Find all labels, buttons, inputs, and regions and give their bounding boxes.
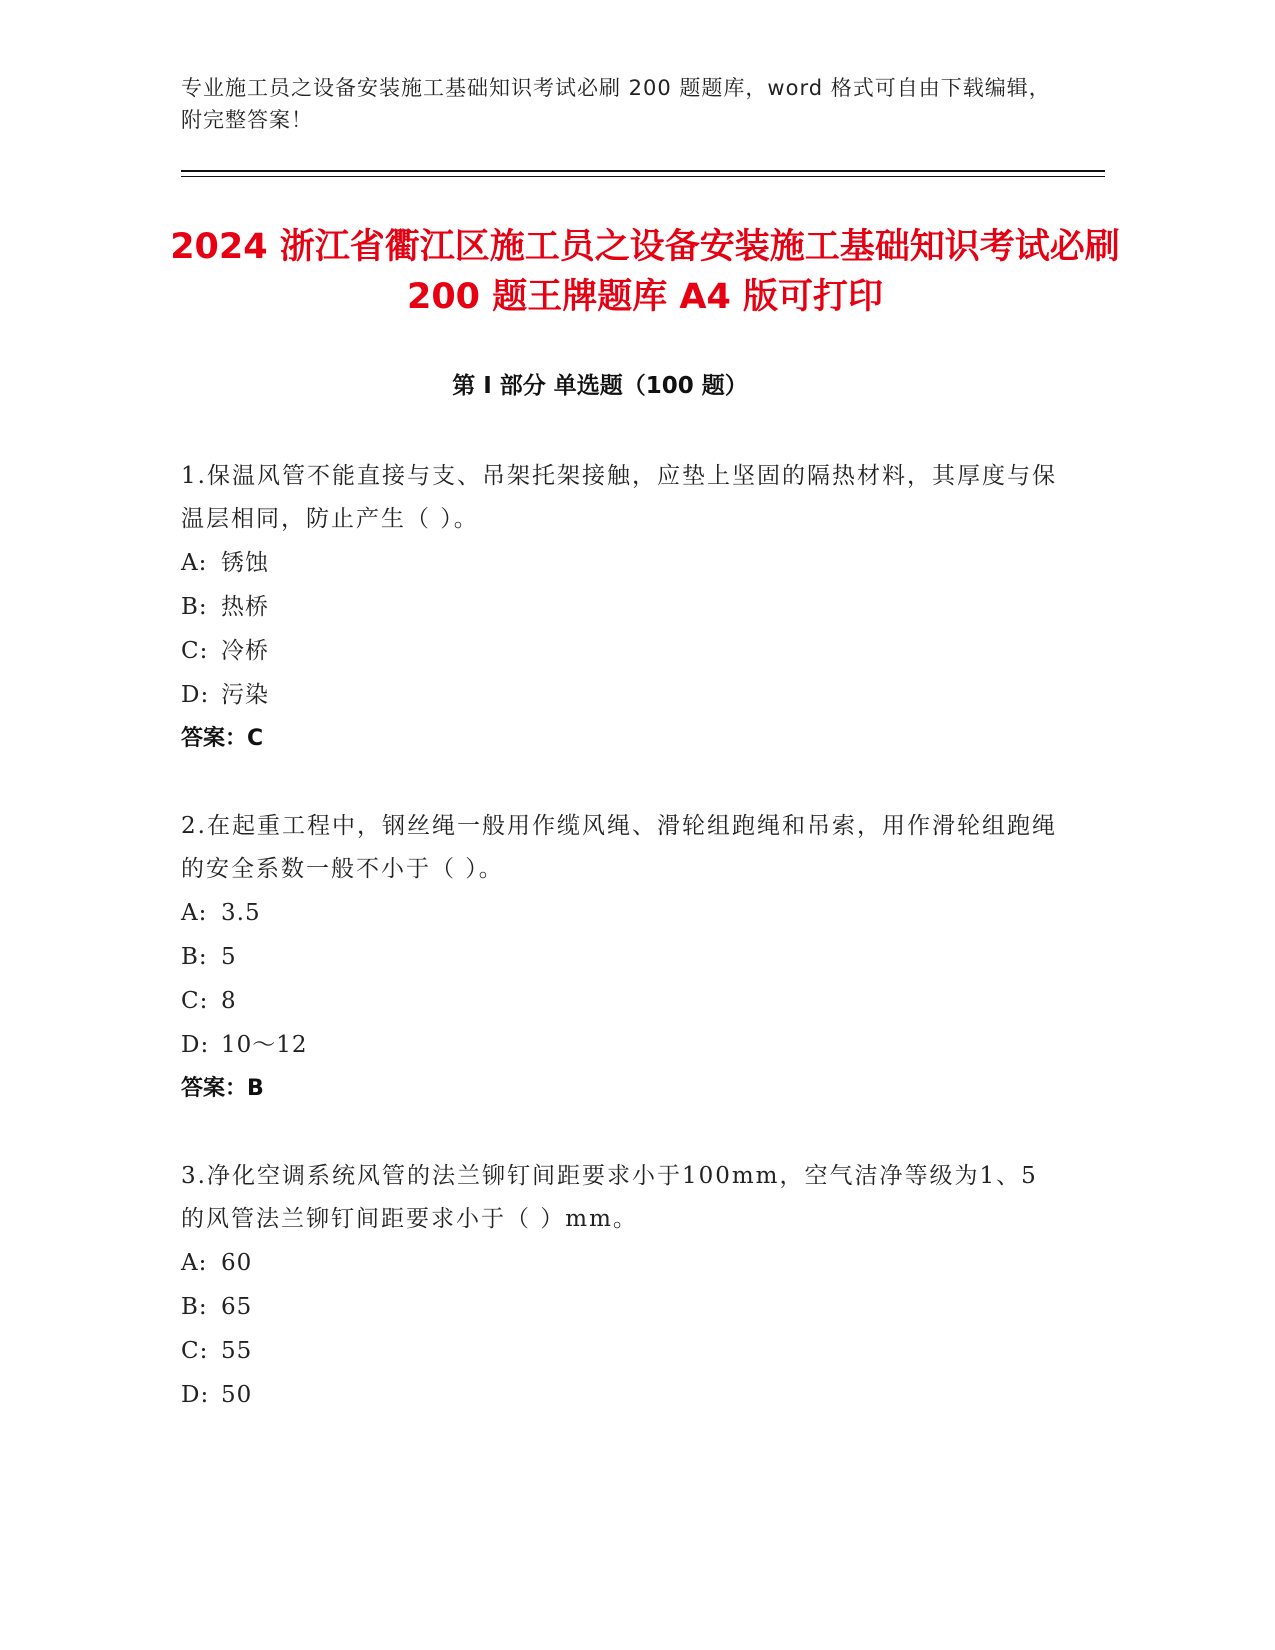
question-item	[181, 455, 1061, 761]
option-a	[181, 891, 1061, 935]
question-stem: 1.保温风管不能直接与支、吊架托架接触，应垫上坚固的隔热材料，其厚度与保温层相同，防止产生（ ）。	[181, 463, 1057, 532]
option-d	[181, 1373, 1061, 1417]
option-key: D:	[181, 1032, 210, 1058]
option-key: D:	[181, 682, 210, 708]
question-list	[181, 455, 1061, 1461]
option-key: B:	[181, 594, 208, 620]
option-d	[181, 1023, 1061, 1067]
option-key: C:	[181, 638, 209, 664]
option-text: 锈蚀	[221, 550, 269, 576]
option-c	[181, 1329, 1061, 1373]
document-title: 2024 浙江省衢江区施工员之设备安装施工基础知识考试必刷 200 题王牌题库 A4 版可打印	[170, 227, 1120, 317]
option-b	[181, 935, 1061, 979]
option-text: 60	[221, 1250, 253, 1276]
header-divider-thin	[181, 176, 1105, 177]
option-key: A:	[181, 900, 208, 926]
option-key: A:	[181, 1250, 208, 1276]
option-key: C:	[181, 988, 209, 1014]
option-key: B:	[181, 944, 208, 970]
option-text: 3.5	[221, 900, 261, 926]
answer-value: C	[247, 726, 264, 751]
answer-label: 答案：	[181, 726, 248, 751]
question-stem: 3.净化空调系统风管的法兰铆钉间距要求小于100mm，空气洁净等级为1、5的风管法兰铆钉间距要求小于（ ）mm。	[181, 1163, 1038, 1232]
option-text: 热桥	[221, 594, 269, 620]
question-item	[181, 805, 1061, 1111]
option-text: 10～12	[221, 1032, 308, 1058]
header-note: 专业施工员之设备安装施工基础知识考试必刷 200 题题库，word 格式可自由下载编辑，附完整答案！	[181, 76, 1051, 132]
option-text: 8	[221, 988, 237, 1014]
answer-label: 答案：	[181, 1076, 248, 1101]
answer-line	[181, 1067, 1061, 1111]
option-b	[181, 585, 1061, 629]
option-text: 55	[221, 1338, 253, 1364]
option-c	[181, 629, 1061, 673]
option-a	[181, 541, 1061, 585]
option-key: A:	[181, 550, 208, 576]
option-text: 65	[221, 1294, 253, 1320]
answer-line	[181, 717, 1061, 761]
header-divider-thick	[181, 170, 1105, 172]
option-text: 冷桥	[221, 638, 269, 664]
question-item	[181, 1155, 1061, 1417]
option-a	[181, 1241, 1061, 1285]
section-heading: 第 I 部分 单选题（100 题）	[452, 373, 748, 399]
option-b	[181, 1285, 1061, 1329]
option-key: C:	[181, 1338, 209, 1364]
option-text: 5	[221, 944, 237, 970]
question-stem: 2.在起重工程中，钢丝绳一般用作缆风绳、滑轮组跑绳和吊索，用作滑轮组跑绳的安全系数一般不小于（ ）。	[181, 813, 1057, 882]
option-d	[181, 673, 1061, 717]
option-key: D:	[181, 1382, 210, 1408]
answer-value: B	[247, 1076, 264, 1101]
option-text: 50	[221, 1382, 253, 1408]
option-c	[181, 979, 1061, 1023]
option-text: 污染	[221, 682, 269, 708]
option-key: B:	[181, 1294, 208, 1320]
